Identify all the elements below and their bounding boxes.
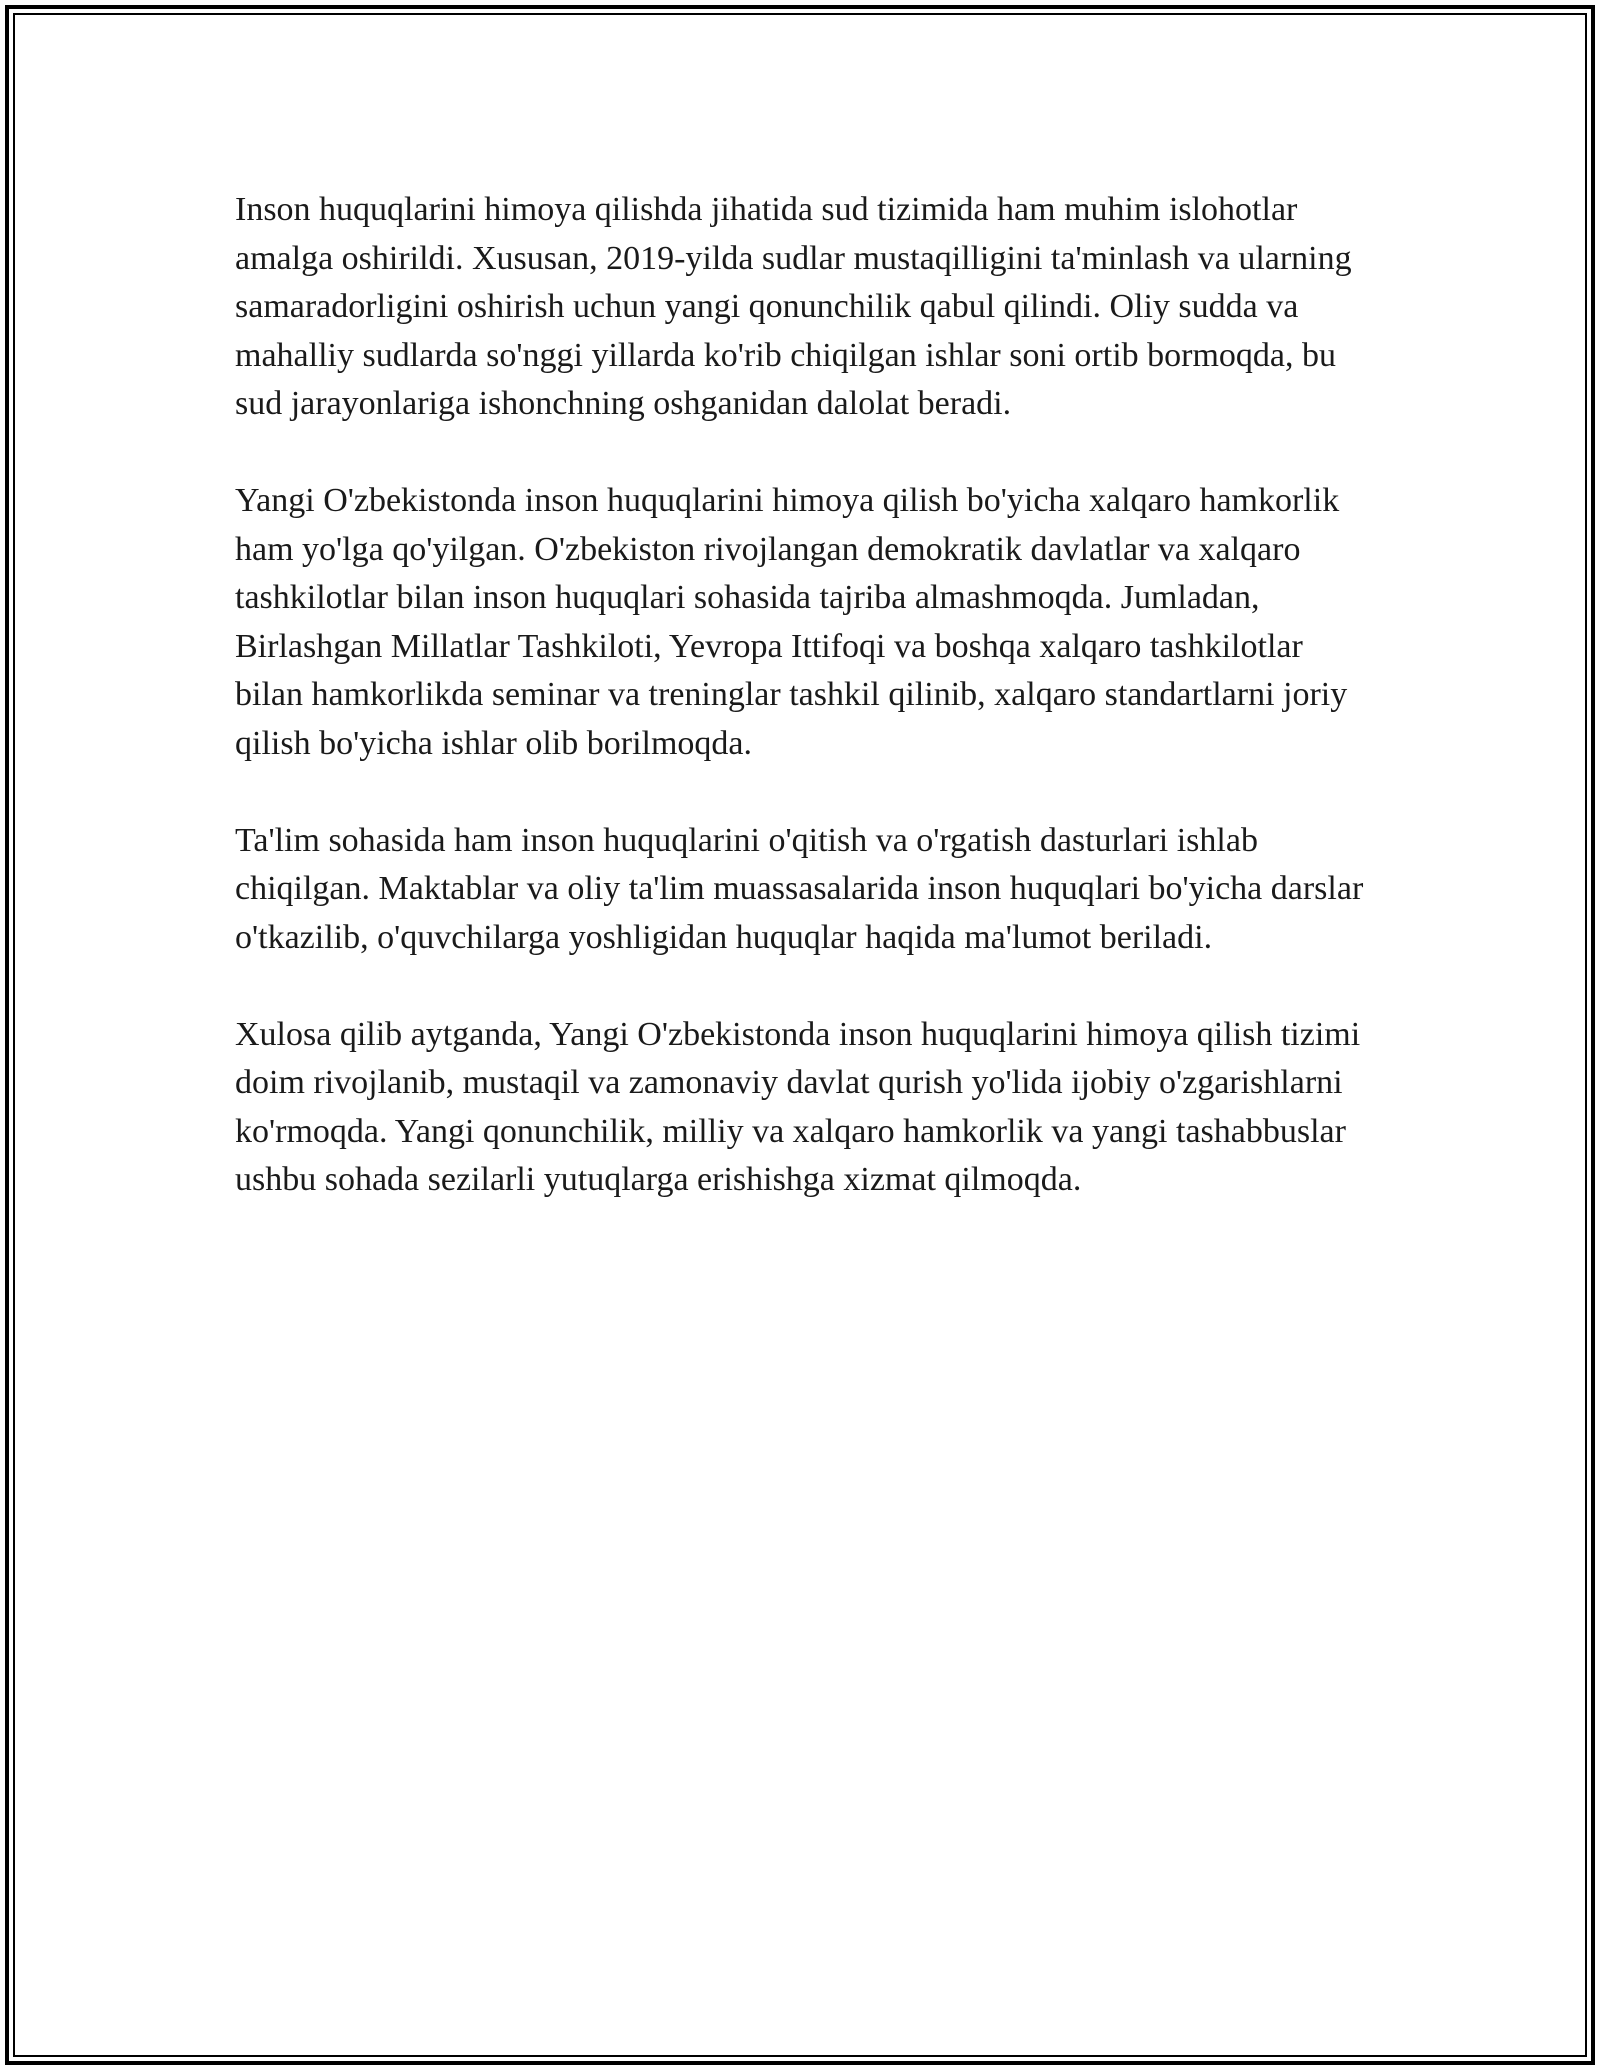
paragraph-conclusion: Xulosa qilib aytganda, Yangi O'zbekistonda inson huquqlarini himoya qilish tizimi doim rivojlanib, mustaqil va zamonaviy davlat qurish yo'lida ijobiy o'zgarishlarni ko'rmoqda. Yangi qonunchilik, milliy va xalqaro hamkorlik va yangi tashabbuslar ushbu sohada sezilarli yutuqlarga erishishga xizmat qilmoqda. <box>235 1015 1361 1198</box>
paragraph-education: Ta'lim sohasida ham inson huquqlarini o'qitish va o'rgatish dasturlari ishlab chiqilgan. Maktablar va oliy ta'lim muassasalarida inson huquqlari bo'yicha darslar o'tkazilib, o'quvchilarga yoshligidan huquqlar haqida ma'lumot beriladi. <box>235 821 1364 956</box>
paragraph-judicial-reforms: Inson huquqlarini himoya qilishda jihatida sud tizimida ham muhim islohotlar amalga oshirildi. Xususan, 2019-yilda sudlar mustaqilligini ta'minlash va ularning samaradorligini oshirish uchun yangi qonunchilik qabul qilindi. Oliy sudda va mahalliy sudlarda so'nggi yillarda ko'rib chiqilgan ishlar soni ortib bormoqda, bu sud jarayonlariga ishonchning oshganidan dalolat beradi. <box>235 191 1352 422</box>
document-body <box>235 186 1375 1205</box>
paragraph-international-cooperation: Yangi O'zbekistonda inson huquqlarini himoya qilish bo'yicha xalqaro hamkorlik ham yo'lga qo'yilgan. O'zbekiston rivojlangan demokratik davlatlar va xalqaro tashkilotlar bilan inson huquqlari sohasida tajriba almashmoqda. Jumladan, Birlashgan Millatlar Tashkiloti, Yevropa Ittifoqi va boshqa xalqaro tashkilotlar bilan hamkorlikda seminar va treninglar tashkil qilinib, xalqaro standartlarni joriy qilish bo'yicha ishlar olib borilmoqda. <box>235 482 1348 762</box>
